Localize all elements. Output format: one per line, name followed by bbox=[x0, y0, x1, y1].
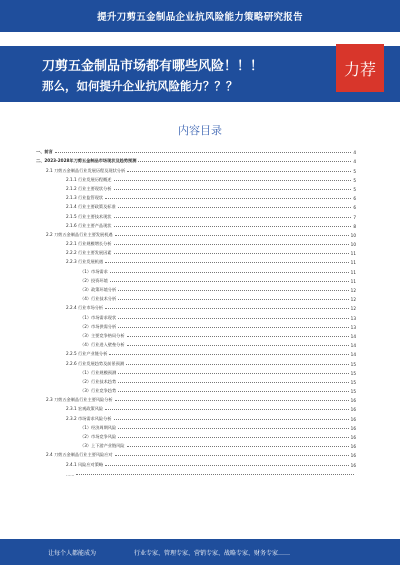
toc-leader-dots bbox=[105, 409, 349, 410]
toc-entry-label: 二、2023-2028年刀剪五金制品市场现状及趋势预测 bbox=[36, 158, 137, 164]
toc-entry-page: 16 bbox=[350, 398, 356, 404]
toc-entry-label: （1）经济周期风险 bbox=[80, 424, 117, 430]
toc-entry-label: （2）行业技术趋势 bbox=[80, 378, 117, 384]
footer-roles: 行业专家、管理专家、营销专家、战略专家、财务专家…… bbox=[134, 549, 291, 557]
toc-leader-dots bbox=[127, 171, 351, 172]
toc-leader-dots bbox=[114, 419, 349, 420]
toc-entry[interactable] bbox=[36, 367, 356, 376]
toc-leader-dots bbox=[114, 253, 349, 254]
toc-entry[interactable] bbox=[36, 265, 356, 274]
toc-leader-dots bbox=[118, 290, 348, 291]
toc-entry-page: 16 bbox=[350, 416, 356, 422]
toc-entry-label: （3）主要竞争格局分析 bbox=[80, 332, 125, 338]
toc-entry-label: 2.4 刀剪五金制品行业主要风险应对 bbox=[46, 452, 113, 458]
table-of-contents bbox=[36, 146, 356, 477]
toc-entry-label: （1）行业规模预测 bbox=[80, 369, 117, 375]
toc-leader-dots bbox=[115, 455, 349, 456]
toc-entry-label: 2.1.1 行业发展历程概述 bbox=[66, 176, 112, 182]
toc-entry-page: 5 bbox=[353, 186, 356, 192]
toc-leader-dots bbox=[118, 382, 348, 383]
toc-entry-label: 2.2.5 行业产业链分析 bbox=[66, 351, 108, 357]
toc-leader-dots bbox=[114, 189, 352, 190]
hero-subheadline: 那么，如何提升企业抗风险能力？？？ bbox=[42, 79, 238, 93]
toc-entry-label: （2）市场竞争风险 bbox=[80, 434, 117, 439]
toc-leader-dots bbox=[138, 161, 351, 162]
toc-entry-label: 2.1.2 行业主要现状分析 bbox=[66, 185, 112, 191]
toc-entry[interactable] bbox=[36, 155, 356, 164]
toc-entry-label: （4）行业进入壁垒分析 bbox=[80, 342, 125, 348]
toc-entry-label: 一、前言 bbox=[36, 149, 53, 155]
toc-entry-label: 2.2.4 行业市场分析 bbox=[66, 305, 104, 311]
toc-entry-page: 11 bbox=[350, 278, 356, 284]
toc-entry-label: 2.2.6 行业发展趋势及前景预测 bbox=[66, 360, 125, 366]
toc-entry[interactable] bbox=[36, 458, 356, 467]
toc-title: 内容目录 bbox=[178, 124, 222, 137]
toc-entry-page: 16 bbox=[350, 444, 356, 450]
toc-entry-page: 13 bbox=[350, 315, 356, 321]
footer-band bbox=[0, 539, 400, 565]
toc-leader-dots bbox=[114, 226, 352, 227]
toc-entry-page: 4 bbox=[353, 150, 356, 156]
toc-entry[interactable] bbox=[36, 201, 356, 210]
toc-entry[interactable] bbox=[36, 247, 356, 256]
toc-leader-dots bbox=[118, 373, 348, 374]
toc-entry[interactable] bbox=[36, 449, 356, 458]
toc-leader-dots bbox=[105, 465, 349, 466]
toc-entry[interactable] bbox=[36, 293, 356, 302]
toc-entry-page: 12 bbox=[350, 288, 356, 293]
toc-entry-page: 10 bbox=[350, 242, 356, 248]
toc-leader-dots bbox=[109, 354, 348, 355]
toc-entry-label: （3）上下游产业链风险 bbox=[80, 443, 125, 449]
toc-entry[interactable] bbox=[36, 183, 356, 192]
toc-leader-dots bbox=[115, 235, 349, 236]
toc-entry-page: 10 bbox=[350, 232, 356, 238]
toc-entry-page: 5 bbox=[353, 177, 356, 183]
toc-entry-label: （1）市场需求现状 bbox=[80, 314, 117, 320]
toc-entry[interactable] bbox=[36, 339, 356, 348]
toc-entry[interactable] bbox=[36, 385, 356, 394]
report-header-band bbox=[0, 0, 400, 32]
toc-entry-label: …… bbox=[66, 471, 75, 477]
toc-entry-page: 11 bbox=[350, 251, 356, 257]
toc-leader-dots bbox=[114, 244, 349, 245]
toc-entry[interactable] bbox=[36, 146, 356, 155]
toc-entry[interactable] bbox=[36, 403, 356, 412]
report-header-title: 提升刀剪五金制品企业抗风险能力策略研究报告 bbox=[97, 12, 303, 23]
recommend-seal: 力荐 bbox=[336, 44, 384, 92]
toc-entry[interactable] bbox=[36, 440, 356, 449]
toc-entry-label: （2）市场供需分析 bbox=[80, 323, 117, 329]
toc-entry[interactable] bbox=[36, 394, 356, 403]
toc-leader-dots bbox=[118, 428, 348, 429]
toc-leader-dots bbox=[118, 318, 348, 319]
toc-entry[interactable] bbox=[36, 302, 356, 311]
toc-entry-page: 15 bbox=[350, 370, 356, 376]
toc-entry-label: 2.2 刀剪五金制品行业主要发展机遇 bbox=[46, 231, 113, 237]
toc-entry[interactable] bbox=[36, 311, 356, 320]
toc-entry-label: 2.1.4 行业主要政策及标准 bbox=[66, 204, 116, 210]
toc-entry[interactable] bbox=[36, 422, 356, 431]
toc-leader-dots bbox=[118, 299, 348, 300]
toc-entry-page: 6 bbox=[353, 205, 356, 211]
toc-entry-label: 2.3.2 市场需求风险分析 bbox=[66, 415, 112, 421]
toc-entry-page: 15 bbox=[350, 389, 356, 395]
toc-entry[interactable] bbox=[36, 348, 356, 357]
toc-entry-label: 2.2.3 行业发展机遇 bbox=[66, 259, 104, 265]
toc-entry-label: 2.3 刀剪五金制品行业主要风险分析 bbox=[46, 397, 113, 403]
toc-entry-page: 16 bbox=[350, 453, 356, 459]
toc-entry-page: 12 bbox=[350, 297, 356, 303]
toc-leader-dots bbox=[127, 446, 349, 447]
toc-entry-page: 8 bbox=[353, 223, 356, 229]
toc-entry[interactable] bbox=[36, 468, 356, 477]
toc-entry[interactable] bbox=[36, 256, 356, 265]
toc-entry[interactable] bbox=[36, 220, 356, 229]
toc-entry-label: （3）行业竞争趋势 bbox=[80, 388, 117, 394]
toc-entry-label: 2.1.6 行业主要产品现状 bbox=[66, 222, 112, 228]
toc-entry-label: （1）市场需求 bbox=[80, 268, 108, 274]
toc-entry-label: （4）行业技术分析 bbox=[80, 296, 117, 302]
toc-entry-page: 16 bbox=[350, 407, 356, 413]
toc-entry[interactable] bbox=[36, 192, 356, 201]
footer-slogan: 让每个人都能成为 bbox=[48, 549, 97, 557]
toc-entry-page: 7 bbox=[353, 214, 356, 220]
toc-leader-dots bbox=[114, 180, 352, 181]
toc-leader-dots bbox=[127, 345, 349, 346]
toc-entry-page: 12 bbox=[350, 306, 356, 312]
toc-leader-dots bbox=[105, 198, 351, 199]
toc-entry-page: 11 bbox=[350, 269, 356, 275]
toc-entry-label: （2）投资环境 bbox=[80, 277, 108, 283]
toc-entry-page: 14 bbox=[350, 352, 356, 358]
toc-entry[interactable] bbox=[36, 164, 356, 173]
toc-leader-dots bbox=[118, 437, 348, 438]
toc-entry-page: 13 bbox=[350, 324, 356, 330]
toc-entry-label: 2.2.1 行业规模增长分析 bbox=[66, 241, 112, 247]
toc-entry-label: （3）政策环境分析 bbox=[80, 287, 117, 292]
toc-entry-page: 11 bbox=[350, 260, 356, 266]
toc-entry-label: 2.4.1 风险应对策略 bbox=[66, 461, 104, 467]
toc-leader-dots bbox=[76, 474, 354, 475]
toc-entry-page: 16 bbox=[350, 435, 356, 440]
toc-entry[interactable] bbox=[36, 229, 356, 238]
toc-entry-page: 16 bbox=[350, 425, 356, 431]
toc-leader-dots bbox=[118, 207, 352, 208]
toc-leader-dots bbox=[126, 364, 349, 365]
toc-leader-dots bbox=[114, 217, 352, 218]
toc-entry-label: 2.2.2 行业主要发展因素 bbox=[66, 250, 112, 256]
toc-leader-dots bbox=[110, 272, 349, 273]
toc-entry-page: 15 bbox=[350, 361, 356, 367]
toc-leader-dots bbox=[118, 327, 348, 328]
toc-entry-page: 16 bbox=[350, 462, 356, 468]
toc-leader-dots bbox=[105, 262, 349, 263]
toc-leader-dots bbox=[55, 152, 352, 153]
toc-entry[interactable] bbox=[36, 412, 356, 421]
toc-leader-dots bbox=[127, 336, 349, 337]
toc-entry[interactable] bbox=[36, 431, 356, 440]
hero-headline: 刀剪五金制品市场都有哪些风险！！！ bbox=[42, 59, 264, 74]
toc-entry[interactable] bbox=[36, 174, 356, 183]
toc-entry-page: 6 bbox=[353, 196, 356, 202]
toc-entry[interactable] bbox=[36, 321, 356, 330]
toc-leader-dots bbox=[110, 281, 349, 282]
toc-entry[interactable] bbox=[36, 284, 356, 293]
toc-entry-page: 14 bbox=[350, 333, 356, 339]
toc-entry[interactable] bbox=[36, 376, 356, 385]
toc-entry[interactable] bbox=[36, 210, 356, 219]
toc-entry[interactable] bbox=[36, 357, 356, 366]
toc-entry-page: 15 bbox=[350, 379, 356, 385]
toc-entry-label: 2.1.3 行业监管现状 bbox=[66, 195, 104, 201]
toc-entry[interactable] bbox=[36, 275, 356, 284]
toc-entry-label: 2.3.1 宏观政策风险 bbox=[66, 406, 104, 412]
toc-entry[interactable] bbox=[36, 238, 356, 247]
toc-entry-page: 4 bbox=[353, 159, 356, 165]
toc-leader-dots bbox=[105, 308, 349, 309]
toc-leader-dots bbox=[115, 400, 349, 401]
toc-leader-dots bbox=[118, 391, 348, 392]
toc-entry[interactable] bbox=[36, 330, 356, 339]
toc-entry-label: 2.1 刀剪五金制品行业发展历程及现状分析 bbox=[46, 167, 126, 173]
toc-entry-label: 2.1.5 行业主要技术现状 bbox=[66, 213, 112, 219]
toc-entry-page: 14 bbox=[350, 343, 356, 349]
toc-entry-page: 5 bbox=[353, 168, 356, 174]
